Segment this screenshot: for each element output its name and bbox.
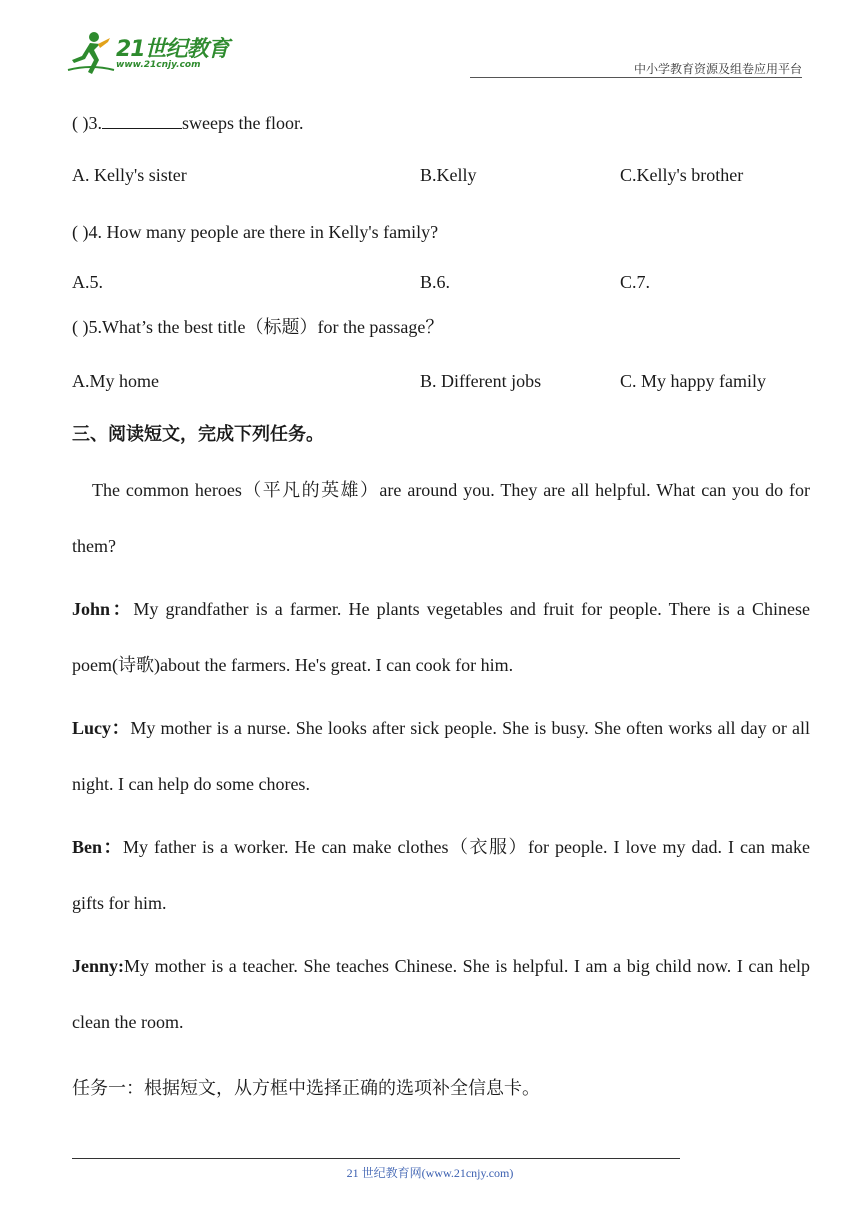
question-3 bbox=[72, 110, 303, 135]
entry-text: My mother is a nurse. She looks after sick people. She is busy. She often works all day or all night. I can help do some chores. bbox=[72, 718, 810, 794]
intro-paragraph: The common heroes（平凡的英雄）are around you. They are all helpful. What can you do for them? bbox=[72, 480, 810, 556]
entry-name: Lucy： bbox=[72, 718, 131, 738]
footer-divider bbox=[72, 1158, 680, 1159]
question-5-option-a: A.My home bbox=[72, 371, 159, 391]
question-3-stem: sweeps the floor. bbox=[182, 113, 304, 133]
page-header bbox=[0, 0, 860, 90]
footer-text: 21 世纪教育网(www.21cnjy.com) bbox=[346, 1166, 514, 1180]
question-4: ( )4. How many people are there in Kelly's family? bbox=[72, 222, 439, 242]
question-3-prefix: ( )3. bbox=[72, 113, 102, 133]
entry-name: Ben： bbox=[72, 837, 124, 857]
runner-logo-icon bbox=[64, 30, 118, 76]
question-3-option-b: B.Kelly bbox=[420, 165, 477, 185]
question-5: ( )5.What’s the best title（标题）for the passage？ bbox=[72, 317, 444, 337]
question-3-option-a: A. Kelly's sister bbox=[72, 165, 187, 185]
entry-text: My grandfather is a farmer. He plants vegetables and fruit for people. There is a Chinese poem(诗歌)about the farmers. He's great. I can cook for him. bbox=[72, 599, 810, 675]
question-5-option-b: B. Different jobs bbox=[420, 371, 542, 391]
question-4-option-b: B.6. bbox=[420, 272, 451, 292]
question-4-option-a: A.5. bbox=[72, 272, 103, 292]
entry-ben bbox=[72, 819, 810, 931]
header-tagline: 中小学教育资源及组卷应用平台 bbox=[633, 62, 802, 76]
question-3-option-c: C.Kelly's brother bbox=[620, 165, 744, 185]
header-divider bbox=[470, 77, 802, 78]
entry-name: Jenny: bbox=[72, 956, 125, 976]
question-4-option-c: C.7. bbox=[620, 272, 651, 292]
logo-url: www.21cnjy.com bbox=[116, 60, 201, 70]
entry-name: John： bbox=[72, 599, 134, 619]
logo bbox=[64, 30, 234, 80]
entry-lucy bbox=[72, 700, 810, 812]
entry-text: My mother is a teacher. She teaches Chinese. She is helpful. I am a big child now. I can help clean the room. bbox=[72, 956, 810, 1032]
task-instruction: 任务一：根据短文，从方框中选择正确的选项补全信息卡。 bbox=[72, 1078, 540, 1099]
entry-text: My father is a worker. He can make clothes（衣服）for people. I love my dad. I can make gifts for him. bbox=[72, 837, 810, 913]
question-5-option-c: C. My happy family bbox=[620, 371, 766, 391]
logo-text: 21世纪教育 bbox=[116, 37, 229, 62]
answer-blank bbox=[102, 110, 182, 129]
section-title: 三、阅读短文，完成下列任务。 bbox=[72, 424, 324, 445]
entry-john bbox=[72, 581, 810, 693]
entry-jenny bbox=[72, 938, 810, 1050]
